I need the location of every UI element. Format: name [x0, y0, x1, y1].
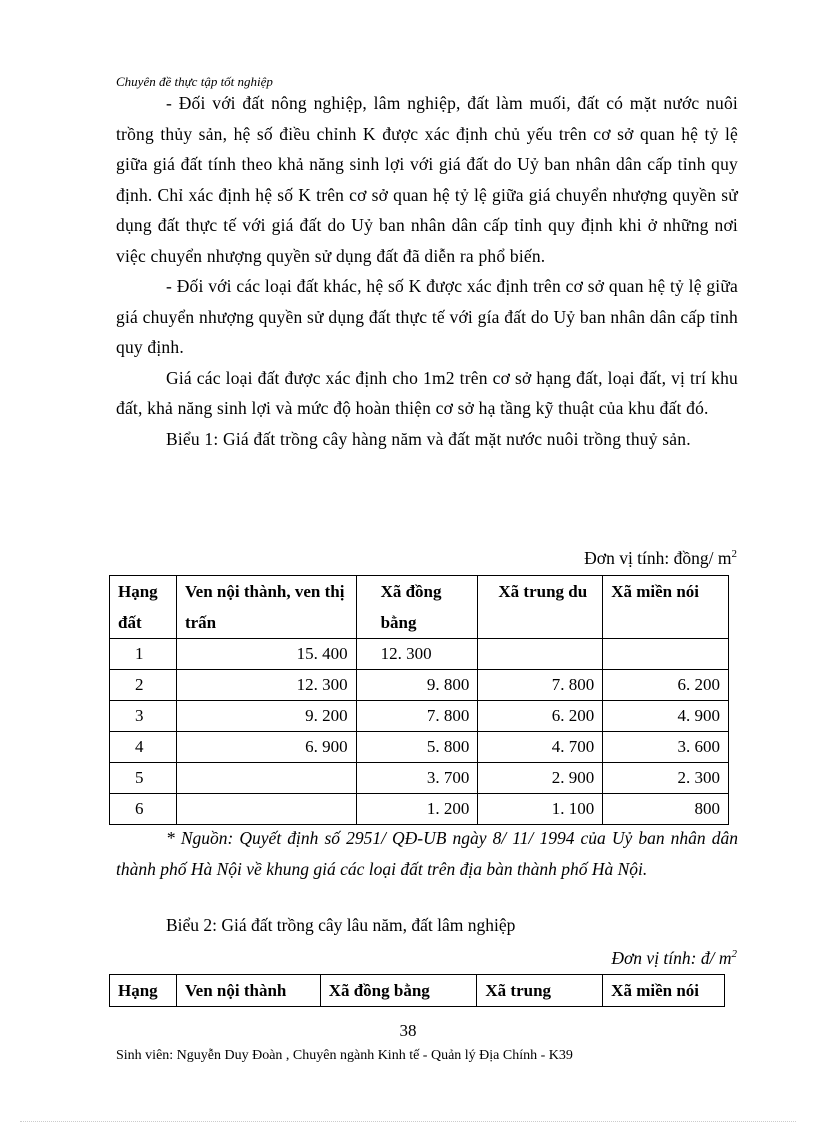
- table-cell: [603, 639, 729, 670]
- table-cell: 6: [110, 794, 177, 825]
- table-cell: 4: [110, 732, 177, 763]
- table-cell: 6. 200: [603, 670, 729, 701]
- table1-header-row: [110, 576, 729, 639]
- table-cell: 6. 900: [176, 732, 356, 763]
- table2-header-cell: Xã trung: [477, 975, 603, 1007]
- running-header: Chuyên đề thực tập tốt nghiệp: [116, 74, 273, 89]
- source-note: [116, 823, 738, 885]
- table-row: [110, 794, 729, 825]
- paragraph-other-land: - Đối với các loại đất khác, hệ số K được xác định trên cơ sở quan hệ tỷ lệ giữa giá chuyển nhượng quyền sử dụng đất thực tế với gía đất do Uỷ ban nhân dân cấp tỉnh quy định.: [116, 276, 738, 357]
- table1-unit-sup: 2: [731, 548, 737, 561]
- table-row: [110, 670, 729, 701]
- table-cell: 800: [603, 794, 729, 825]
- table-cell: 2. 900: [478, 763, 603, 794]
- source-note-text: * Nguồn: Quyết định số 2951/ QĐ-UB ngày 8/ 11/ 1994 của Uỷ ban nhân dân thành phố Hà Nội về khung giá các loại đất trên địa bàn thành phố Hà Nội.: [116, 828, 738, 879]
- table-cell: 4. 700: [478, 732, 603, 763]
- table-cell: 9. 200: [176, 701, 356, 732]
- table-cell: 1. 200: [356, 794, 478, 825]
- table-cell: 3. 600: [603, 732, 729, 763]
- table-cell: 3: [110, 701, 177, 732]
- body-text: [116, 88, 738, 454]
- table2-caption: Biểu 2: Giá đất trồng cây lâu năm, đất lâm nghiệp: [166, 915, 516, 935]
- table-row: [110, 639, 729, 670]
- table1: [109, 575, 729, 825]
- table-cell: 2: [110, 670, 177, 701]
- table1-header-cell: Xã trung du: [478, 576, 603, 639]
- table-row: [110, 701, 729, 732]
- paragraph-land-price: Giá các loại đất được xác định cho 1m2 trên cơ sở hạng đất, loại đất, vị trí khu đất, khả năng sinh lợi và mức độ hoàn thiện cơ sở hạ tầng kỹ thuật của khu đất đó.: [116, 367, 738, 418]
- table1-header-cell: Xã đồng bằng: [356, 576, 478, 639]
- table-cell: 3. 700: [356, 763, 478, 794]
- table-cell: 12. 300: [356, 639, 478, 670]
- page-number: 38: [399, 1021, 417, 1040]
- table-cell: 2. 300: [603, 763, 729, 794]
- paragraph-agricultural-land: - Đối với đất nông nghiệp, lâm nghiệp, đất làm muối, đất có mặt nước nuôi trồng thủy sản, hệ số điều chỉnh K được xác định chủ yếu trên cơ sở quan hệ tỷ lệ giữa giá đất tính theo khả năng sinh lợi với giá đất do Uỷ ban nhân dân cấp tỉnh quy định. Chỉ xác định hệ số K trên cơ sở quan hệ tỷ lệ giữa giá chuyển nhượng quyền sử dụng đất thực tế với giá đất do Uỷ ban nhân dân cấp tỉnh quy định khi ở những nơi việc chuyển nhượng quyền sử dụng đất đã diễn ra phổ biến.: [116, 93, 738, 266]
- table1-unit-text: Đơn vị tính: đồng/ m: [584, 548, 732, 568]
- table2-header-cell: Xã miền nói: [603, 975, 725, 1007]
- table2-unit-sup: 2: [731, 948, 737, 961]
- table-cell: 6. 200: [478, 701, 603, 732]
- table-cell: 5. 800: [356, 732, 478, 763]
- table1-header-cell: Xã miền nói: [603, 576, 729, 639]
- table-row: [110, 732, 729, 763]
- table-cell: 5: [110, 763, 177, 794]
- table-cell: [176, 763, 356, 794]
- table2-unit-text: Đơn vị tính: đ/ m: [611, 948, 732, 968]
- page-bottom-divider: [20, 1121, 796, 1122]
- table1-caption: Biểu 1: Giá đất trồng cây hàng năm và đất mặt nước nuôi trồng thuỷ sản.: [166, 428, 691, 449]
- table-cell: 9. 800: [356, 670, 478, 701]
- running-footer: Sinh viên: Nguyễn Duy Đoàn , Chuyên ngành Kinh tế - Quản lý Địa Chính - K39: [116, 1048, 573, 1063]
- table2-header-cell: Ven nội thành: [176, 975, 320, 1007]
- table-cell: 15. 400: [176, 639, 356, 670]
- table-cell: [176, 794, 356, 825]
- table-cell: 12. 300: [176, 670, 356, 701]
- table2-header-row: [110, 975, 725, 1007]
- table2-header-cell: Hạng: [110, 975, 177, 1007]
- table-cell: 1. 100: [478, 794, 603, 825]
- table-row: [110, 763, 729, 794]
- table1-header-cell: Ven nội thành, ven thị trấn: [176, 576, 356, 639]
- table1-header-cell: Hạng đất: [110, 576, 177, 639]
- table-cell: 1: [110, 639, 177, 670]
- table-cell: 4. 900: [603, 701, 729, 732]
- table2-unit: [611, 948, 737, 969]
- table-cell: 7. 800: [478, 670, 603, 701]
- table2-header-cell: Xã đồng bằng: [320, 975, 477, 1007]
- table2: [109, 974, 725, 1007]
- table-cell: [478, 639, 603, 670]
- table-cell: 7. 800: [356, 701, 478, 732]
- table1-unit: [584, 548, 737, 569]
